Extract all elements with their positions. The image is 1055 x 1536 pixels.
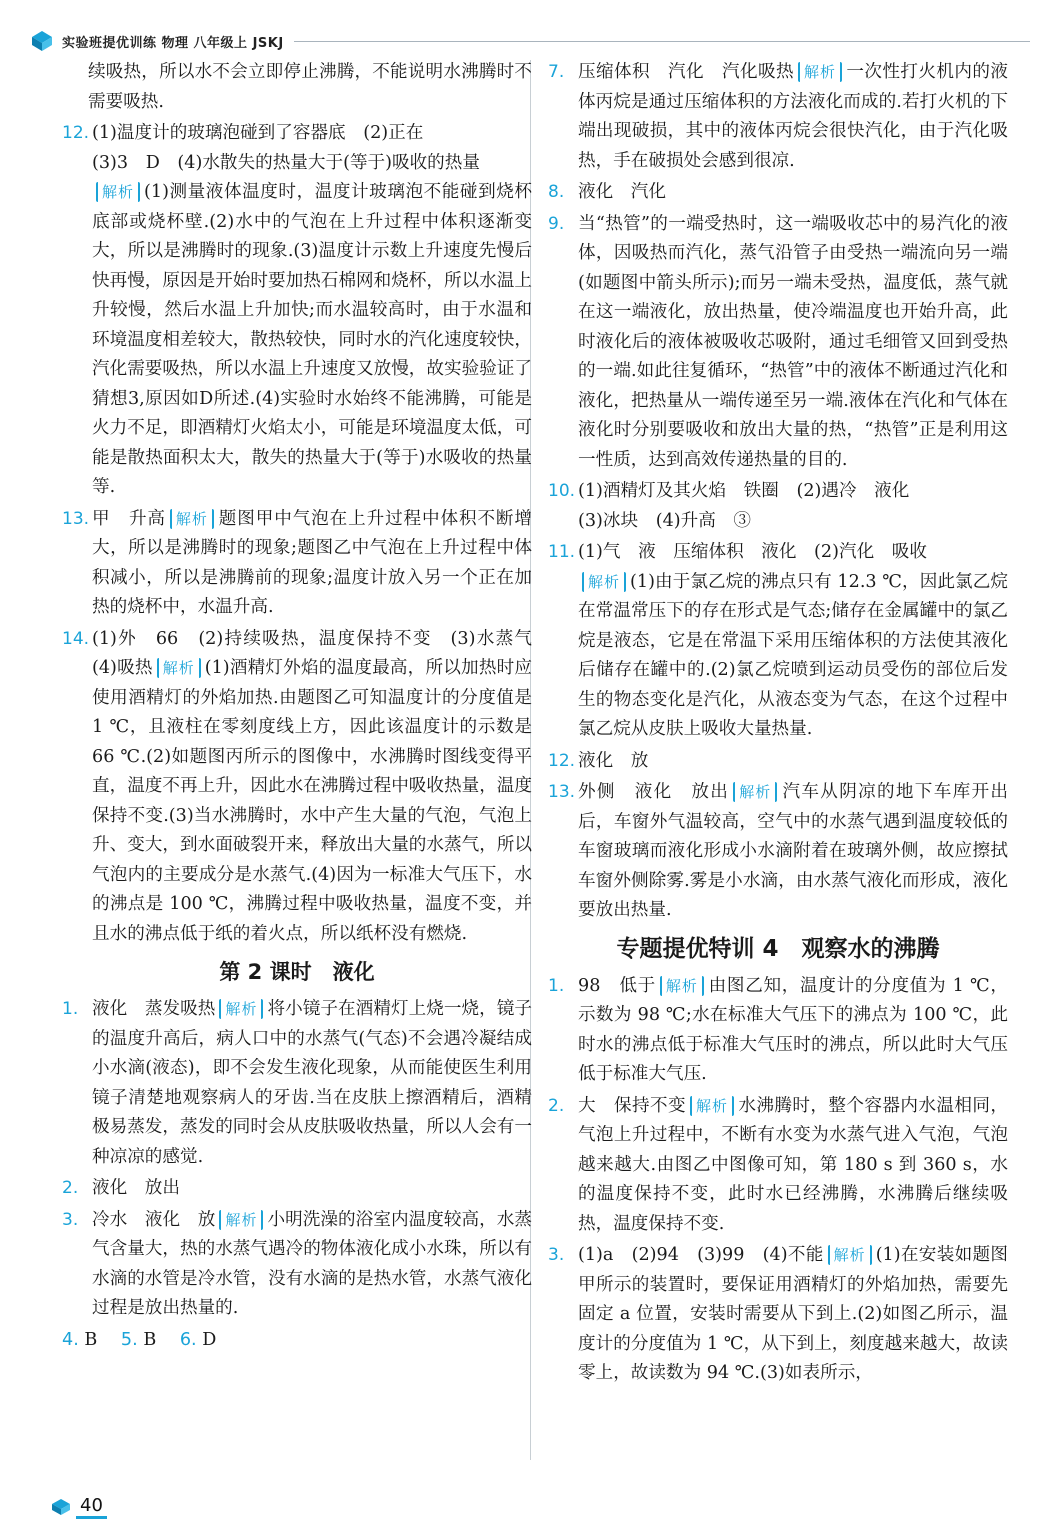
answer-3 bbox=[62, 1206, 532, 1324]
question-number: 11. bbox=[548, 542, 576, 562]
answer-12-right bbox=[548, 747, 1008, 777]
explanation: 小明洗澡的浴室内温度较高，水蒸气含量大，热的水蒸气遇冷的物体液化成小水珠，所以有水滴的水管是冷水管，没有水滴的是热水管，水蒸气液化过程是放出热量的. bbox=[92, 1209, 532, 1318]
answer-13 bbox=[62, 505, 532, 623]
answer-1 bbox=[62, 995, 532, 1172]
analysis-tag: 解析 bbox=[219, 1210, 263, 1230]
page-header bbox=[30, 28, 1030, 54]
answer-line: (1)气 液 压缩体积 液化 (2)汽化 吸收 bbox=[578, 542, 927, 562]
explanation: 水沸腾时，整个容器内水温相同，气泡上升过程中，不断有水变为水蒸气进入气泡，气泡越来越大.由图乙中图像可知，第 180 s 到 360 s，水的温度保持不变，此时水已经沸腾，水沸腾后继续吸热，温度保持不变. bbox=[578, 1095, 1008, 1234]
answer-10 bbox=[548, 477, 1008, 536]
question-number: 5. bbox=[120, 1329, 138, 1350]
answer-text: B bbox=[143, 1329, 157, 1350]
answer-text: (1)外 66 (2)持续吸热，温度保持不变 (3)水蒸气 (4)吸热 bbox=[92, 628, 550, 678]
training-answer-1 bbox=[548, 972, 1008, 1090]
question-number: 6. bbox=[179, 1329, 197, 1350]
explanation: 由图乙知，温度计的分度值为 1 ℃，示数为 98 ℃;水在标准大气压下的沸点为 100 ℃，此时水的沸点低于标准大气压时的沸点，所以此时大气压低于标准大气压. bbox=[578, 975, 1008, 1084]
explanation: 将小镜子在酒精灯上烧一烧，镜子的温度升高后，病人口中的水蒸气(气态)不会遇冷凝结成小水滴(液态)，即不会发生液化现象，从而能使医生利用镜子清楚地观察病人的牙齿.当在皮肤上擦酒精后，酒精极易蒸发，蒸发的同时会从皮肤吸收热量，所以人会有一种凉凉的感觉. bbox=[92, 999, 532, 1167]
analysis-tag: 解析 bbox=[96, 182, 140, 202]
answer-text: 压缩体积 汽化 汽化吸热 bbox=[578, 62, 794, 82]
answer-11 bbox=[548, 538, 1008, 745]
answer-text: 大 保持不变 bbox=[578, 1095, 686, 1116]
analysis-tag: 解析 bbox=[170, 509, 214, 529]
answers-4-6 bbox=[62, 1326, 532, 1356]
explanation: (1)在安装如题图甲所示的装置时，要保证用酒精灯的外焰加热，需要先固定 a 位置，安装时需要从下到上.(2)如图乙所示，温度计的分度值为 1 ℃，从下到上，刻度越来越大，故读零上，故读数为 94 ℃.(3)如表所示， bbox=[578, 1245, 1008, 1383]
answer-text: 当“热管”的一端受热时，这一端吸收芯中的易汽化的液体，因吸热而汽化，蒸气沿管子由受热一端流向另一端(如题图中箭头所示);而另一端未受热，温度低，蒸气就在这一端液化，放出热量，使冷端温度也开始升高，此时液化后的液体被吸收芯吸附，通过毛细管又回到受热的一端.如此往复循环，“热管”中的液体不断通过汽化和液化，把热量从一端传递至另一端.液体在汽化和气体在液化时分别要吸收和放出大量的热，“热管”正是利用这一性质，达到高效传递热量的目的. bbox=[578, 213, 1008, 470]
question-number: 14. bbox=[62, 628, 90, 649]
answer-text: 外侧 液化 放出 bbox=[578, 782, 730, 802]
question-number: 9. bbox=[548, 213, 565, 234]
training-answer-2 bbox=[548, 1092, 1008, 1240]
question-number: 2. bbox=[62, 1178, 79, 1198]
question-number: 1. bbox=[62, 999, 79, 1019]
explanation: 题图甲中气泡在上升过程中体积不断增大，所以是沸腾时的现象;题图乙中气泡在上升过程中体积减小，所以是沸腾前的现象;温度计放入另一个正在加热的烧杯中，水温升高. bbox=[92, 508, 532, 617]
explanation: (1)酒精灯外焰的温度最高，所以加热时应使用酒精灯的外焰加热.由题图乙可知温度计的分度值是 1 ℃，且液柱在零刻度线上方，因此该温度计的示数是 66 ℃.(2)如题图丙所示的图像中，水沸腾时图线变得平直，温度不再上升，因此水在沸腾过程中吸收热量，温度保持不变.(3)当水沸腾时，水中产生大量的气泡，气泡上升、变大，到水面破裂开来，释放出大量的水蒸气，所以气泡内的主要成分是水蒸气.(4)因为一标准大气压下，水的沸点是 100 ℃，沸腾过程中吸收热量，温度不变，并且水的沸点低于纸的着火点，所以纸杯没有燃烧. bbox=[92, 658, 532, 944]
answer-text: D bbox=[202, 1329, 217, 1350]
answer-7 bbox=[548, 58, 1008, 176]
page-marker-icon bbox=[50, 1496, 72, 1518]
question-number: 3. bbox=[62, 1209, 79, 1230]
analysis-tag: 解析 bbox=[828, 1245, 872, 1265]
question-number: 1. bbox=[548, 975, 565, 996]
answer-text: 甲 升高 bbox=[92, 508, 166, 529]
page-number: 40 bbox=[76, 1495, 107, 1519]
analysis-tag: 解析 bbox=[157, 658, 201, 678]
answer-text: 98 低于 bbox=[578, 975, 656, 996]
question-number: 7. bbox=[548, 62, 565, 82]
answer-text: 液化 放 bbox=[578, 750, 649, 771]
question-number: 2. bbox=[548, 1095, 565, 1116]
answer-14 bbox=[62, 625, 550, 950]
question-number: 13. bbox=[62, 508, 90, 529]
section-title-lesson-2: 第 2 课时 液化 bbox=[219, 960, 375, 984]
question-number: 12. bbox=[548, 750, 576, 771]
header-title: 实验班提优训练 物理 八年级上 JSKJ bbox=[62, 35, 284, 51]
analysis-tag: 解析 bbox=[690, 1096, 734, 1116]
book-logo-icon bbox=[30, 29, 54, 53]
answer-9 bbox=[548, 210, 1008, 476]
explanation: 解析 (1)测量液体温度时，温度计玻璃泡不能碰到烧杯底部或烧杯壁.(2)水中的气泡在上升过程中体积逐渐变大，所以是沸腾时的现象.(3)温度计示数上升速度先慢后快再慢，原因是开始时要加热石棉网和烧杯，所以水温上升较慢，然后水温上升加快;而水温较高时，由于水温和环境温度相差较大，散热较快，同时水的汽化速度较快，汽化需要吸热，所以水温上升速度又放慢，故实验验证了猜想3,原因如D所述.(4)实验时水始终不能沸腾，可能是火力不足，即酒精灯火焰太小，可能是环境温度太低，可能是散热面积太大，散失的热量大于(等于)水吸收的热量等. bbox=[92, 182, 532, 497]
answer-text: B bbox=[84, 1329, 98, 1350]
header-rule bbox=[294, 41, 1030, 42]
question-number: 10. bbox=[548, 481, 576, 501]
answer-text: (1)a (2)94 (3)99 (4)不能 bbox=[578, 1245, 824, 1265]
training-answer-3 bbox=[548, 1241, 1008, 1389]
question-number: 12. bbox=[62, 123, 90, 143]
section-title-special-training: 专题提优特训 4 观察水的沸腾 bbox=[616, 935, 940, 962]
left-column bbox=[62, 58, 550, 1357]
answer-12 bbox=[62, 119, 532, 503]
analysis-tag: 解析 bbox=[660, 976, 704, 996]
explanation: 汽车从阴凉的地下车库开出后，车窗外气温较高，空气中的水蒸气遇到温度较低的车窗玻璃而液化形成小水滴附着在玻璃外侧，故应擦拭车窗外侧除雾.雾是小水滴，由水蒸气液化而形成，液化要放出热量. bbox=[578, 782, 1008, 920]
right-column bbox=[548, 58, 1008, 1391]
question-number: 13. bbox=[548, 782, 576, 802]
analysis-tag: 解析 bbox=[798, 62, 842, 82]
question-number: 3. bbox=[548, 1245, 565, 1265]
question-number: 4. bbox=[62, 1329, 79, 1350]
continued-text: 续吸热，所以水不会立即停止沸腾，不能说明水沸腾时不需要吸热. bbox=[88, 62, 532, 112]
explanation: 一次性打火机内的液体丙烷是通过压缩体积的方法液化而成的.若打火机的下端出现破损，其中的液体丙烷会很快汽化，由于汽化吸热，手在破损处会感到很凉. bbox=[578, 62, 1008, 171]
analysis-tag: 解析 bbox=[733, 782, 777, 802]
answer-text: 液化 蒸发吸热 bbox=[92, 999, 216, 1019]
answer-text: 冷水 液化 放 bbox=[92, 1209, 216, 1230]
answer-2 bbox=[62, 1174, 532, 1204]
answer-line: (1)酒精灯及其火焰 铁圈 (2)遇冷 液化 bbox=[578, 481, 910, 501]
answer-8 bbox=[548, 178, 1008, 208]
answer-line: (3)3 D (4)水散失的热量大于(等于)吸收的热量 bbox=[92, 152, 480, 173]
answer-13-right bbox=[548, 778, 1008, 926]
explanation: 解析 (1)由于氯乙烷的沸点只有 12.3 ℃，因此氯乙烷在常温常压下的存在形式是气态;储存在金属罐中的氯乙烷是液态，它是在常温下采用压缩体积的方法使其液化后储存在罐中的.(2)氯乙烷喷到运动员受伤的部位后发生的物态变化是汽化，从液态变为气态，在这个过程中氯乙烷从皮肤上吸收大量热量. bbox=[578, 571, 1008, 739]
analysis-tag: 解析 bbox=[582, 572, 626, 592]
page-footer bbox=[50, 1490, 107, 1524]
answer-text: 液化 汽化 bbox=[578, 182, 666, 202]
answer-line: (1)温度计的玻璃泡碰到了容器底 (2)正在 bbox=[92, 123, 424, 143]
analysis-tag: 解析 bbox=[219, 999, 263, 1019]
question-number: 8. bbox=[548, 182, 565, 202]
answer-line: (3)冰块 (4)升高 ③ bbox=[578, 510, 752, 531]
answer-text: 液化 放出 bbox=[92, 1178, 180, 1198]
